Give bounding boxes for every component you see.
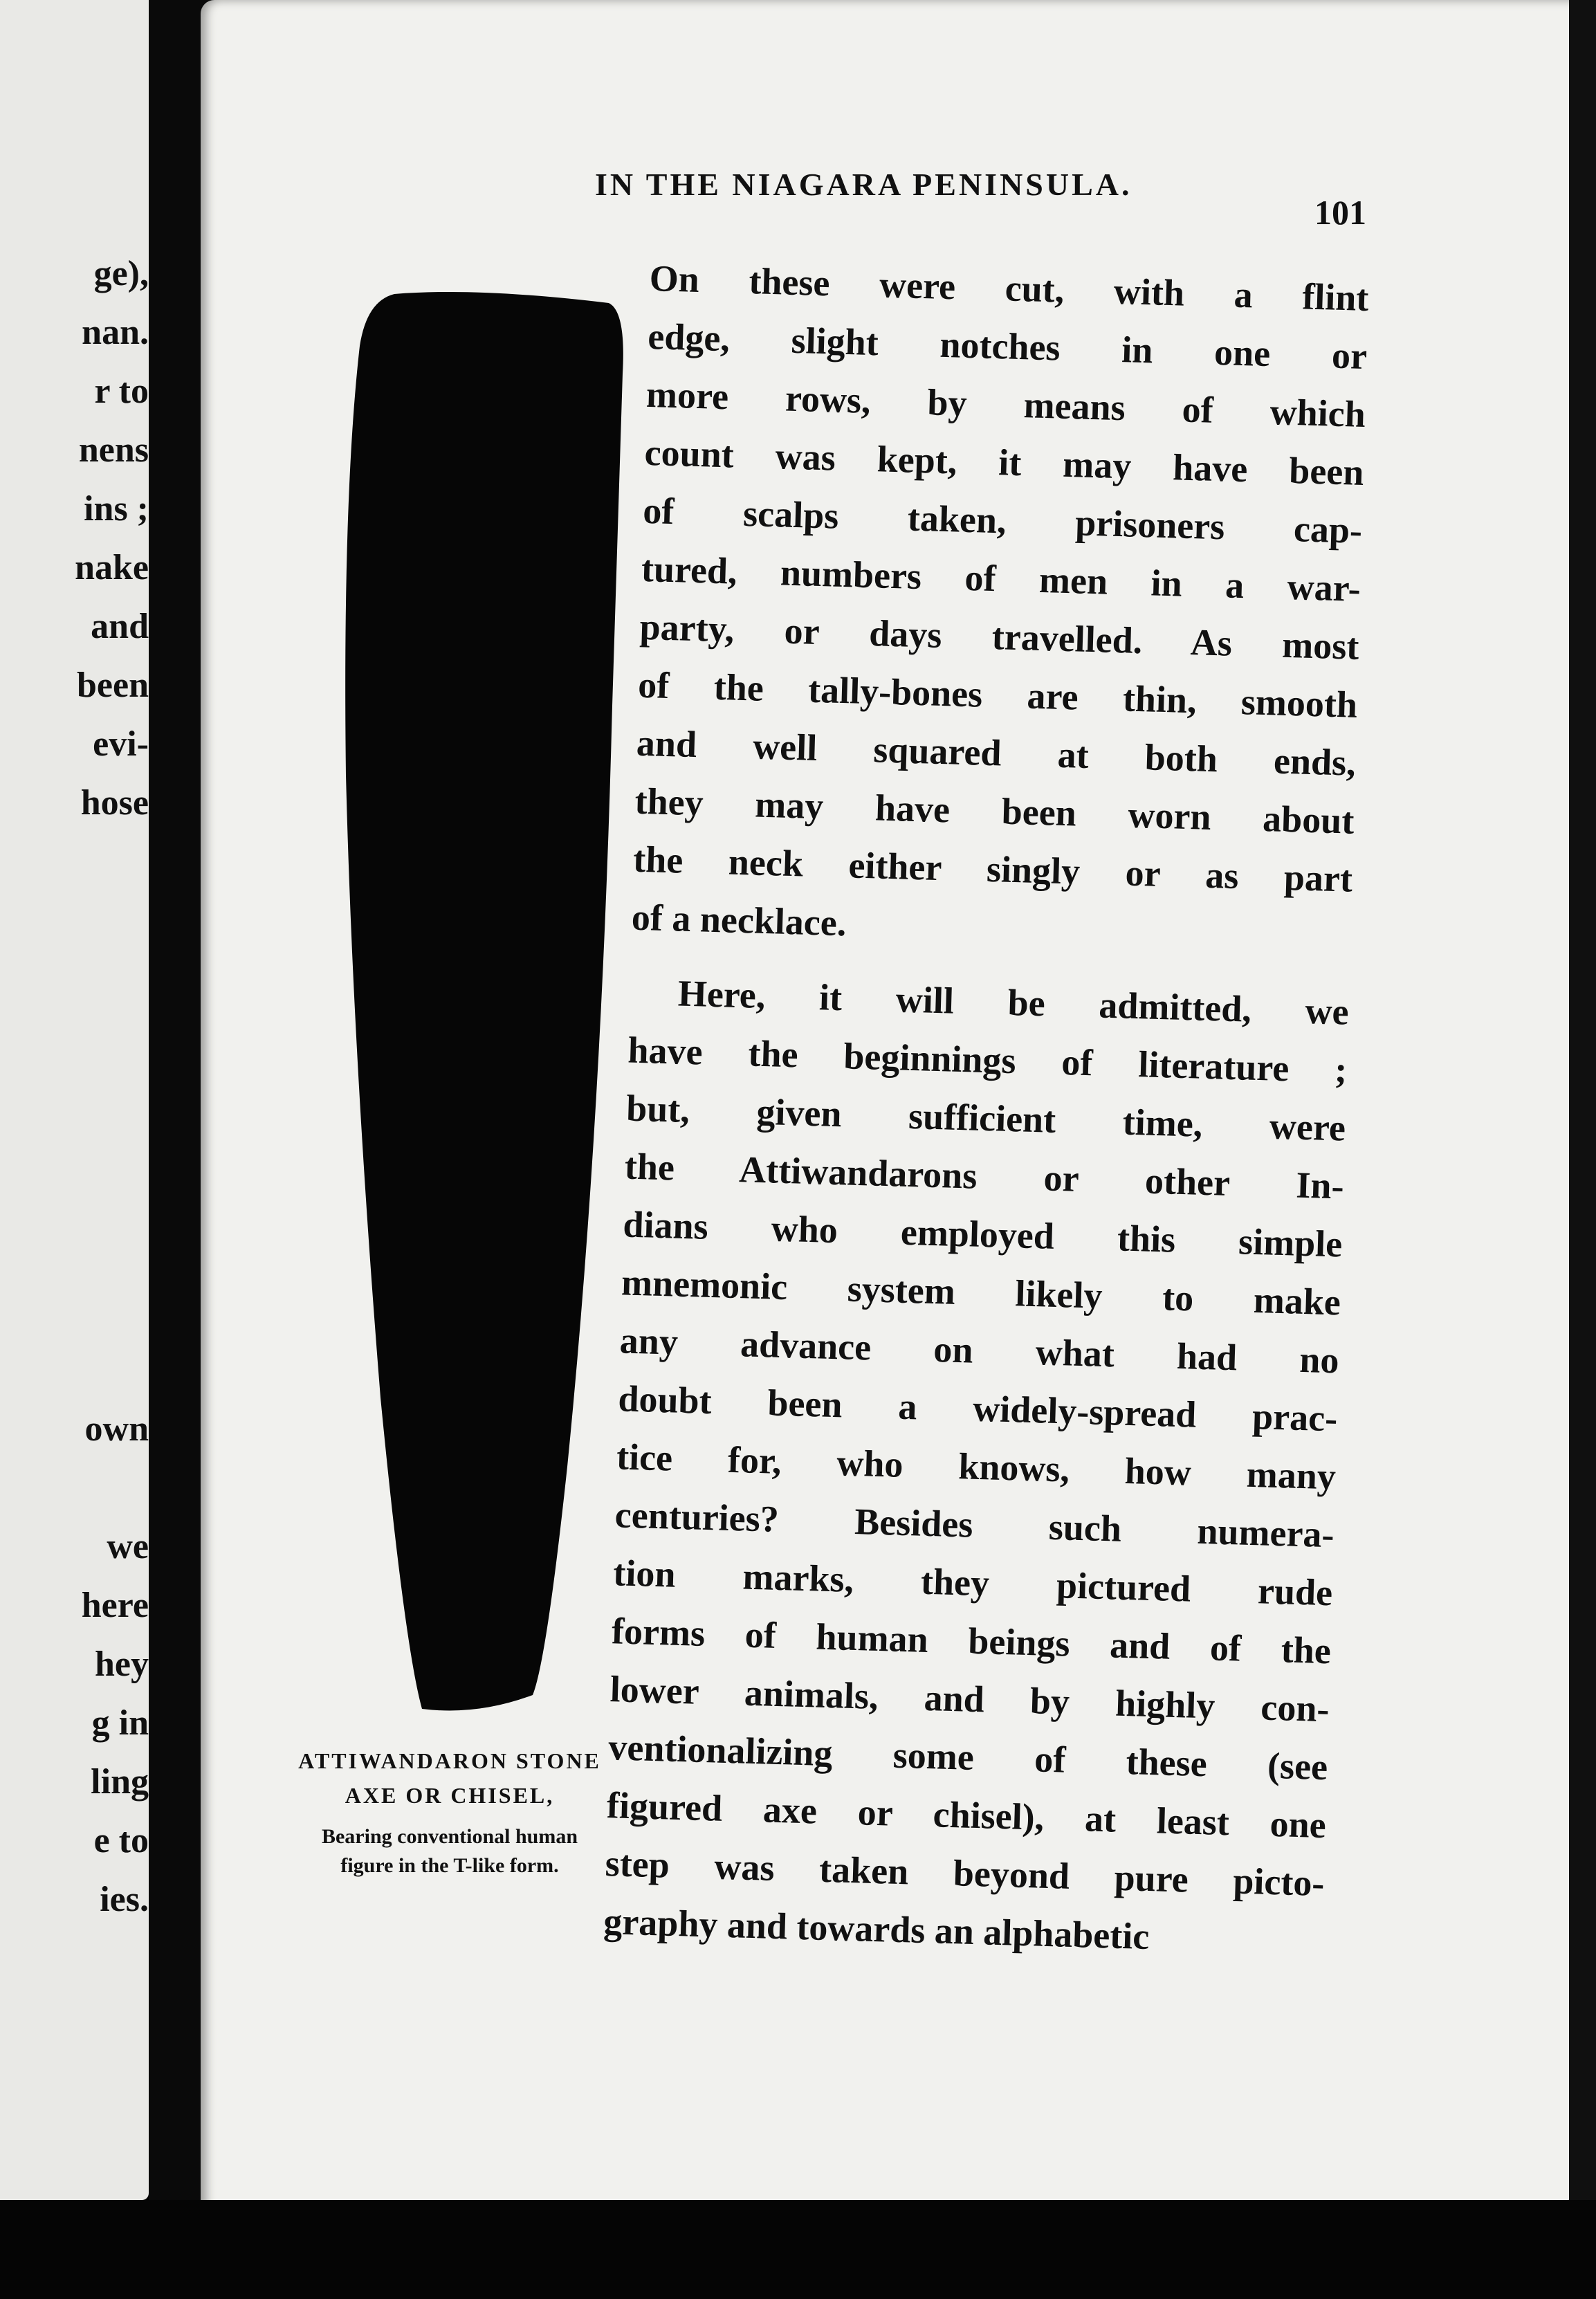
left-fragment: nens — [78, 430, 149, 470]
text-line: graphy and towards an alphabetic — [603, 1900, 1150, 1958]
text-line: of the tally-bones are thin, smooth — [637, 663, 1358, 726]
text-line: but, given sufficient time, were — [625, 1087, 1346, 1149]
text-line: edge, slight notches in one or — [647, 315, 1368, 377]
text-line: more rows, by means of which — [645, 373, 1366, 435]
stone-axe-icon — [339, 291, 630, 1723]
text-line: the neck either singly or as part — [632, 838, 1353, 900]
page-edge-bottom — [0, 2200, 1596, 2299]
running-head: IN THE NIAGARA PENINSULA. — [595, 167, 1132, 202]
text-line: forms of human beings and of the — [611, 1610, 1332, 1672]
text-line: any advance on what had no — [619, 1319, 1340, 1382]
text-line: have the beginnings of literature ; — [627, 1029, 1348, 1091]
left-fragment: e to — [93, 1821, 149, 1860]
caption-subtitle: Bearing conventional human — [321, 1825, 578, 1848]
left-fragment: and — [91, 607, 149, 646]
left-fragment: own — [84, 1409, 149, 1449]
text-line: centuries? Besides such numera- — [614, 1494, 1335, 1556]
caption-title: AXE OR CHISEL, — [345, 1783, 555, 1808]
text-line: Here, it will be admitted, we — [677, 972, 1350, 1033]
text-line: party, or days travelled. As most — [639, 605, 1360, 668]
left-fragment: we — [107, 1527, 149, 1566]
text-line: count was kept, it may have been — [643, 431, 1365, 493]
text-line: On these were cut, with a flint — [648, 257, 1370, 320]
caption-subtitle: figure in the T-like form. — [340, 1854, 559, 1877]
text-line: they may have been worn about — [634, 780, 1355, 842]
left-fragment: evi- — [93, 724, 149, 764]
text-line: the Attiwandarons or other In- — [624, 1145, 1345, 1207]
left-fragment: been — [77, 666, 149, 705]
text-line: lower animals, and by highly con- — [609, 1668, 1330, 1730]
left-fragment: r to — [94, 372, 149, 411]
text-line: tured, numbers of men in a war- — [641, 547, 1361, 610]
left-fragment: here — [81, 1586, 149, 1625]
text-line: step was taken beyond pure picto- — [604, 1842, 1326, 1905]
left-fragment: hose — [80, 783, 149, 823]
facing-page-left — [0, 0, 149, 2200]
body-text — [603, 249, 1369, 1970]
figure-caption — [273, 1743, 626, 1880]
left-fragment: ling — [91, 1762, 149, 1802]
page-edge-right — [1569, 0, 1596, 2299]
text-line: of a necklace. — [631, 896, 847, 944]
text-line: doubt been a widely-spread prac- — [617, 1377, 1339, 1440]
left-fragment: ins ; — [84, 489, 149, 529]
left-fragment: nan. — [82, 313, 149, 352]
left-fragment: ge), — [93, 254, 149, 293]
left-fragment: ies. — [100, 1880, 149, 1919]
caption-title: ATTIWANDARON STONE — [298, 1748, 601, 1773]
text-line: of scalps taken, prisoners cap- — [642, 489, 1363, 551]
text-line: figured axe or chisel), at least one — [606, 1784, 1327, 1847]
text-line: tice for, who knows, how many — [616, 1436, 1337, 1498]
left-fragment: nake — [75, 548, 149, 587]
left-fragment: g in — [91, 1703, 149, 1743]
page-number: 101 — [1314, 193, 1366, 232]
text-line: and well squared at both ends, — [636, 722, 1357, 784]
text-line: tion marks, they pictured rude — [612, 1552, 1333, 1614]
left-fragment: hey — [95, 1645, 149, 1684]
text-line: dians who employed this simple — [622, 1203, 1343, 1265]
text-line: ventionalizing some of these (see — [607, 1726, 1328, 1788]
text-line: mnemonic system likely to make — [621, 1261, 1341, 1323]
